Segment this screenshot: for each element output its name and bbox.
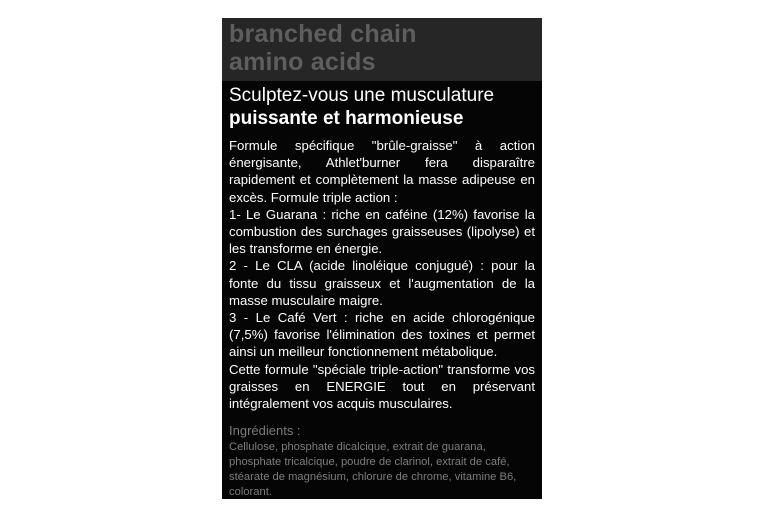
- description-intro: Formule spécifique "brûle-graisse" à action énergisante, Athlet'burner fera disparaître rapidement et complètement la masse adipeuse en excès. Formule triple action :: [229, 138, 535, 205]
- product-label-panel: [222, 18, 542, 499]
- description: [229, 137, 535, 412]
- product-title-line2: amino acids: [229, 48, 376, 76]
- description-conclusion: Cette formule "spéciale triple-action" transforme vos graisses en ENERGIE tout en préservant intégralement vos acquis musculaires.: [229, 361, 535, 412]
- subtitle-line1: Sculptez-vous une musculature: [229, 85, 495, 106]
- product-title-line1: branched chain: [229, 20, 417, 48]
- ingredients-line: Cellulose, phosphate dicalcique, extrait de guarana,: [229, 441, 486, 453]
- product-title: [229, 20, 417, 76]
- ingredients-line: stéarate de magnésium, chlorure de chrome, vitamine B6,: [229, 471, 517, 483]
- ingredients-line: phosphate tricalcique, poudre de clarinol, extrait de café,: [229, 456, 510, 468]
- ingredients-heading: Ingrédients :: [229, 423, 301, 438]
- ingredients-list: [229, 440, 529, 500]
- description-item-guarana: 1- Le Guarana : riche en caféine (12%) favorise la combustion des surchages graisseuses (lipolyse) et les transforme en énergie.: [229, 206, 535, 257]
- subtitle-line2: puissante et harmonieuse: [229, 108, 464, 129]
- description-item-cafe-vert: 3 - Le Café Vert : riche en acide chlorogénique (7,5%) favorise l'élimination des toxines et permet ainsi un meilleur fonctionnement métabolique.: [229, 310, 535, 360]
- ingredients-line: colorant.: [229, 486, 272, 498]
- description-item-cla: 2 - Le CLA (acide linoléique conjugué) : pour la fonte du tissu graisseux et l'augmentation de la masse musculaire maigre.: [229, 258, 535, 308]
